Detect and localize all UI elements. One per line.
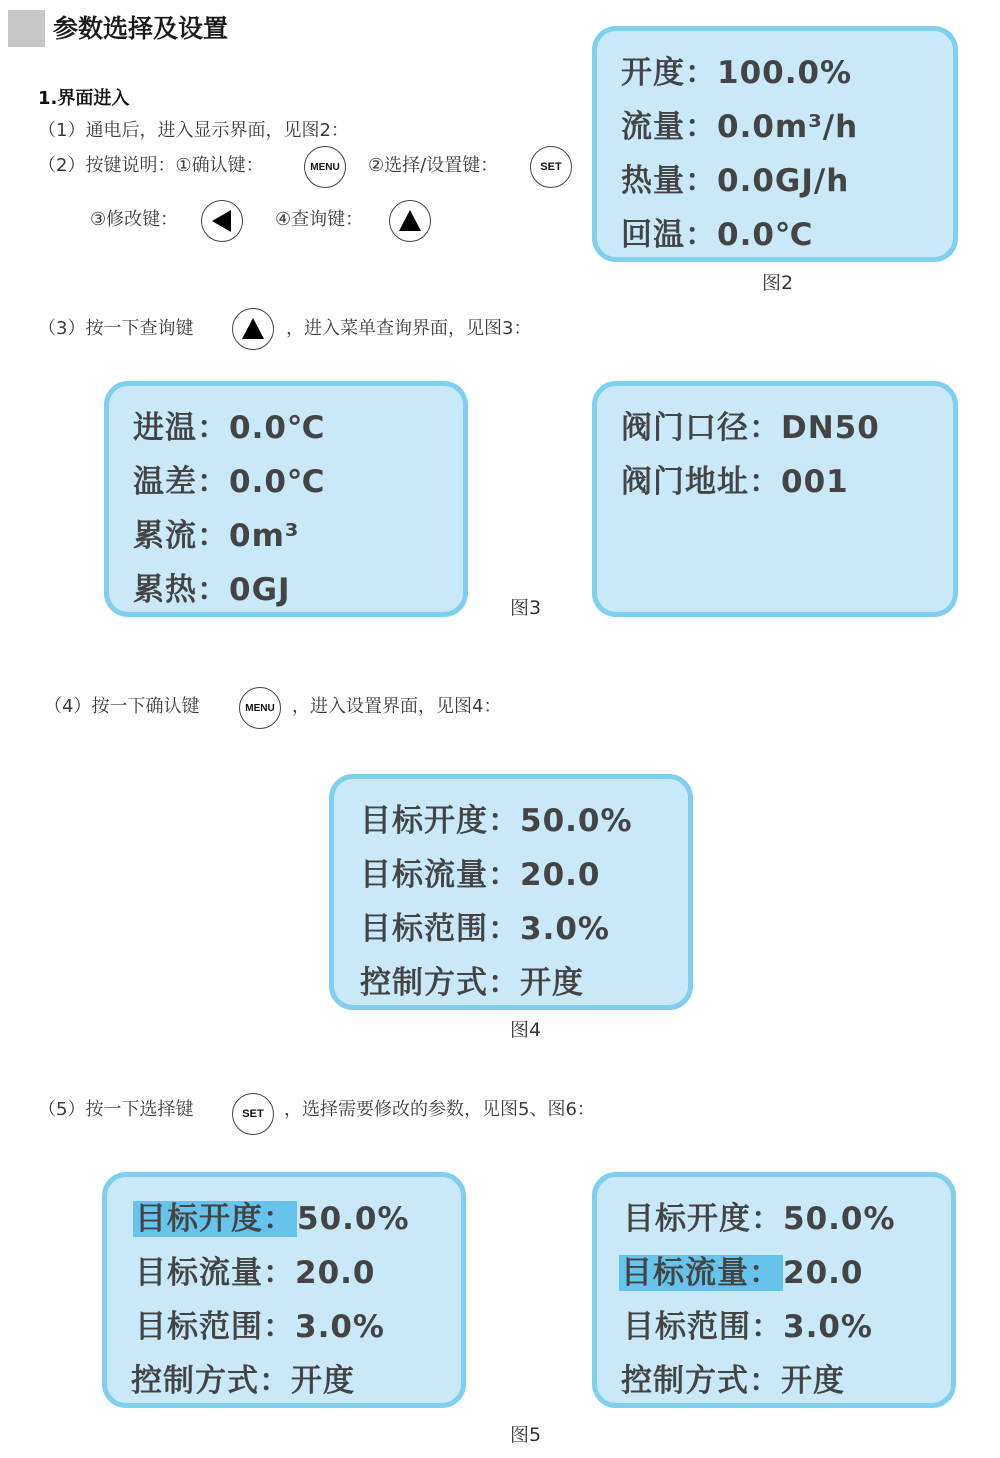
left-arrow-button-icon xyxy=(201,200,243,242)
set-button-icon xyxy=(232,1093,274,1135)
fig4-line-target-range: 目标范围：3.0% xyxy=(360,911,610,947)
step-4-text: （4）按一下确认键 xyxy=(44,696,200,717)
fig5-left-line-control-mode: 控制方式：开度 xyxy=(131,1363,355,1399)
set-button-label: SET xyxy=(242,1108,264,1120)
figure-4-display xyxy=(329,774,693,1010)
figure-4-caption: 图4 xyxy=(510,1019,542,1041)
fig4-line-control-mode: 控制方式：开度 xyxy=(360,965,584,1001)
set-button-label: SET xyxy=(540,161,562,173)
set-button-icon xyxy=(530,146,572,188)
fig2-line-heat: 热量：0.0GJ/h xyxy=(621,163,850,199)
step-5-suffix: ，选择需要修改的参数，见图5、图6： xyxy=(284,1099,595,1120)
fig3-line-inlet-temp: 进温：0.0℃ xyxy=(133,410,326,446)
figure-3-left-display xyxy=(104,381,468,617)
fig5-right-line-target-flow: 目标流量：20.0 xyxy=(621,1255,864,1291)
section-title: 1.界面进入 xyxy=(38,88,130,109)
step-3-text: （3）按一下查询键 xyxy=(38,318,194,339)
fig2-line-opening: 开度：100.0% xyxy=(621,55,853,91)
menu-button-label: MENU xyxy=(245,702,275,714)
fig3-line-valve-address: 阀门地址：001 xyxy=(621,464,849,500)
step-4-suffix: ，进入设置界面，见图4： xyxy=(292,696,502,717)
step-2-text: （2）按键说明：①确认键： xyxy=(38,155,264,176)
up-arrow-button-icon xyxy=(389,200,431,242)
fig3-line-valve-size: 阀门口径：DN50 xyxy=(621,410,880,446)
fig4-line-target-flow: 目标流量：20.0 xyxy=(360,857,601,893)
figure-5-caption: 图5 xyxy=(510,1424,542,1446)
fig5-left-line-target-opening: 目标开度：50.0% xyxy=(135,1201,410,1237)
figure-5-right-display xyxy=(592,1172,956,1408)
fig5-left-line-target-range: 目标范围：3.0% xyxy=(135,1309,385,1345)
up-arrow-button-icon xyxy=(232,308,274,350)
step-2-modify-text: ③修改键： xyxy=(90,209,179,230)
header-marker xyxy=(8,10,45,47)
fig4-line-target-opening: 目标开度：50.0% xyxy=(360,803,633,839)
step-3-suffix: ，进入菜单查询界面，见图3： xyxy=(286,318,532,339)
fig3-line-total-heat: 累热：0GJ xyxy=(133,572,291,608)
fig5-right-line-target-opening: 目标开度：50.0% xyxy=(623,1201,896,1237)
step-2-select-text: ②选择/设置键： xyxy=(368,155,499,176)
menu-button-icon xyxy=(239,687,281,729)
step-5-text: （5）按一下选择键 xyxy=(38,1099,194,1120)
page-title: 参数选择及设置 xyxy=(53,14,229,43)
figure-3-caption: 图3 xyxy=(510,597,542,619)
figure-3-right-display xyxy=(592,381,958,617)
figure-2-caption: 图2 xyxy=(762,272,794,294)
fig2-line-flow: 流量：0.0m³/h xyxy=(621,109,859,145)
selection-highlight: 目标开度： xyxy=(135,1201,295,1237)
step-2-query-text: ④查询键： xyxy=(275,209,364,230)
figure-5-left-display xyxy=(102,1172,466,1408)
fig5-right-line-target-range: 目标范围：3.0% xyxy=(623,1309,873,1345)
step-1-text: （1）通电后，进入显示界面，见图2： xyxy=(38,120,349,141)
fig3-line-temp-diff: 温差：0.0℃ xyxy=(133,464,326,500)
fig3-line-total-flow: 累流：0m³ xyxy=(133,518,300,554)
selection-highlight: 目标流量： xyxy=(621,1255,781,1291)
fig2-line-return-temp: 回温：0.0℃ xyxy=(621,217,814,253)
fig5-right-line-control-mode: 控制方式：开度 xyxy=(621,1363,845,1399)
menu-button-icon xyxy=(304,146,346,188)
menu-button-label: MENU xyxy=(310,161,340,173)
figure-2-display xyxy=(592,26,958,262)
fig5-left-line-target-flow: 目标流量：20.0 xyxy=(135,1255,376,1291)
